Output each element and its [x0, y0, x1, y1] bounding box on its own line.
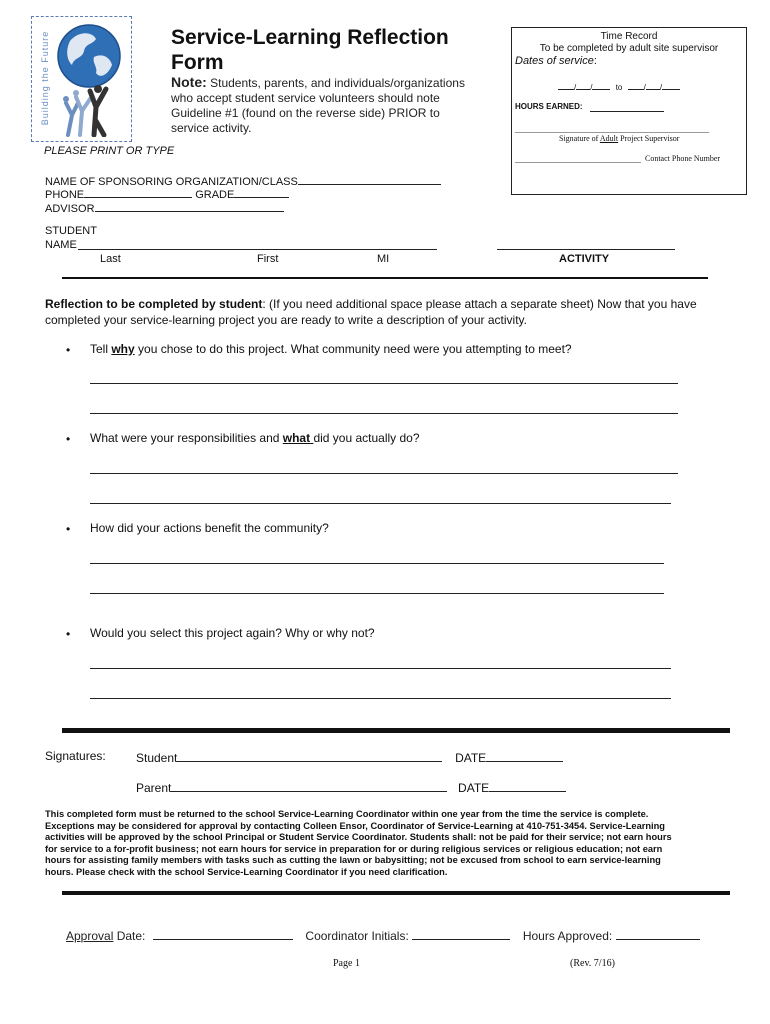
notice-line-2: Exceptions may be considered for approval by contacting Colleen Ensor, Coordinator of Service-Learning at 410-751-3454. Service-Learning	[45, 820, 665, 831]
coordinator-initials-label: Coordinator Initials:	[305, 929, 409, 943]
hours-earned-label: HOURS EARNED:	[515, 102, 583, 111]
notice-line-6: hours. Please check with the school Service-Learning Coordinator if you need clarification.	[45, 866, 448, 877]
answer-3-line-2[interactable]	[90, 593, 664, 594]
bullet-icon: •	[66, 522, 71, 536]
reflection-intro-rest: : (If you need additional space please attach a separate sheet) Now that you have	[262, 297, 697, 311]
note-text-2: who accept student service volunteers should note	[171, 91, 440, 105]
supervisor-signature-label: Signature of Adult Project Supervisor	[559, 134, 680, 143]
advisor-field[interactable]	[95, 199, 284, 212]
answer-3-line-1[interactable]	[90, 563, 664, 564]
bullet-icon: •	[66, 432, 71, 446]
grade-field[interactable]	[234, 185, 289, 198]
phone-label: PHONE	[45, 189, 85, 201]
last-name-label: Last	[100, 253, 121, 265]
hours-approved-field[interactable]	[616, 927, 700, 940]
divider-bottom	[62, 891, 730, 895]
title-line-1: Service-Learning Reflection	[171, 26, 449, 49]
time-record-subtitle: To be completed by adult site supervisor	[539, 43, 719, 54]
notice-line-4: for service to a for-profit business; not earn hours for service in preparation for or during religious services or religious education; not earn	[45, 843, 663, 854]
phone-field[interactable]	[84, 185, 192, 198]
student-label: STUDENT	[45, 225, 97, 237]
contact-phone-label: Contact Phone Number	[645, 154, 721, 163]
answer-4-line-1[interactable]	[90, 668, 671, 669]
note-label: Note:	[171, 74, 207, 90]
student-signature-row	[136, 749, 563, 765]
parent-signature-label: Parent	[136, 781, 172, 795]
student-date-label: DATE	[455, 751, 487, 765]
approval-word: Approval	[66, 929, 114, 943]
notice-line-1: This completed form must be returned to the school Service-Learning Coordinator within one year from the time the service is complete.	[45, 809, 649, 819]
notice-paragraph	[45, 809, 672, 879]
dates-of-service-label: Dates of service	[515, 55, 594, 67]
time-record-title: Time Record	[600, 31, 658, 42]
advisor-label: ADVISOR	[45, 203, 95, 215]
contact-phone-field[interactable]	[515, 162, 641, 163]
note-text-3: Guideline #1 (found on the reverse side) PRIOR to	[171, 106, 440, 120]
approval-date-label: Date:	[113, 929, 146, 943]
supervisor-signature-field[interactable]	[515, 132, 709, 133]
logo	[31, 16, 132, 142]
note-text-4: service activity.	[171, 121, 252, 135]
student-signature-field[interactable]	[177, 749, 442, 762]
org-field[interactable]	[298, 172, 441, 185]
answer-4-line-2[interactable]	[90, 698, 671, 699]
form-title	[171, 25, 449, 75]
logo-tagline: Building the Future	[40, 30, 50, 126]
q2-emphasis: what	[282, 431, 314, 445]
revision: (Rev. 7/16)	[570, 958, 615, 969]
hours-earned-field[interactable]	[590, 111, 664, 112]
coordinator-initials-field[interactable]	[412, 927, 510, 940]
time-record-box	[511, 27, 747, 195]
note-text-1: Students, parents, and individuals/organizations	[206, 76, 465, 90]
student-date-field[interactable]	[486, 749, 563, 762]
parent-date-label: DATE	[458, 781, 490, 795]
dates-of-service-field[interactable]: / / to / /	[558, 80, 680, 92]
parent-signature-field[interactable]	[171, 779, 447, 792]
people-figures-icon	[60, 81, 116, 137]
activity-field[interactable]	[497, 249, 675, 250]
notice-line-3: activities will be approved by the school Principal or Student Service Coordinator. Students shall: not be paid for their service; not earn hours	[45, 832, 672, 843]
bullet-icon: •	[66, 343, 71, 357]
answer-1-line-2[interactable]	[90, 413, 678, 414]
note-block	[171, 75, 501, 136]
bullet-icon: •	[66, 627, 71, 641]
first-name-label: First	[257, 253, 279, 265]
parent-date-field[interactable]	[489, 779, 566, 792]
reflection-intro	[45, 296, 745, 328]
activity-label: ACTIVITY	[559, 253, 610, 265]
advisor-row	[45, 199, 284, 215]
signatures-label: Signatures:	[45, 749, 106, 763]
approval-date-field[interactable]	[153, 927, 293, 940]
page-number: Page 1	[333, 958, 360, 969]
approval-row	[66, 927, 700, 943]
grade-label: GRADE	[195, 189, 235, 201]
question-1: Tell why you chose to do this project. What community need were you attempting to meet?	[90, 342, 572, 356]
question-4: Would you select this project again? Why or why not?	[90, 626, 375, 640]
divider-middle	[62, 728, 730, 733]
dates-label-wrap	[515, 55, 597, 67]
globe-icon	[56, 23, 122, 89]
hours-approved-label: Hours Approved:	[522, 929, 613, 943]
adult-word: Adult	[599, 134, 619, 143]
question-2: What were your responsibilities and what did you actually do?	[90, 431, 420, 445]
answer-1-line-1[interactable]	[90, 383, 678, 384]
divider-top	[62, 277, 708, 279]
org-label: NAME OF SPONSORING ORGANIZATION/CLASS	[45, 176, 298, 188]
student-signature-label: Student	[136, 751, 178, 765]
question-3: How did your actions benefit the community?	[90, 521, 329, 535]
title-line-2: Form	[171, 51, 224, 74]
notice-line-5: hours for assisting family members with tasks such as cutting the lawn or babysitting; not be excused from school to earn service-learning	[45, 855, 661, 866]
parent-signature-row	[136, 779, 566, 795]
answer-2-line-1[interactable]	[90, 473, 678, 474]
mi-label: MI	[377, 253, 390, 265]
dates-colon: :	[593, 55, 597, 67]
reflection-intro-bold: Reflection to be completed by student	[45, 297, 263, 311]
q1-emphasis: why	[111, 342, 135, 356]
reflection-intro-line2: completed your service-learning project you are ready to write a description of your activity.	[45, 313, 527, 327]
print-note: PLEASE PRINT OR TYPE	[44, 145, 175, 157]
student-name-label: NAME	[45, 239, 77, 251]
answer-2-line-2[interactable]	[90, 503, 671, 504]
student-name-field[interactable]	[78, 249, 437, 250]
